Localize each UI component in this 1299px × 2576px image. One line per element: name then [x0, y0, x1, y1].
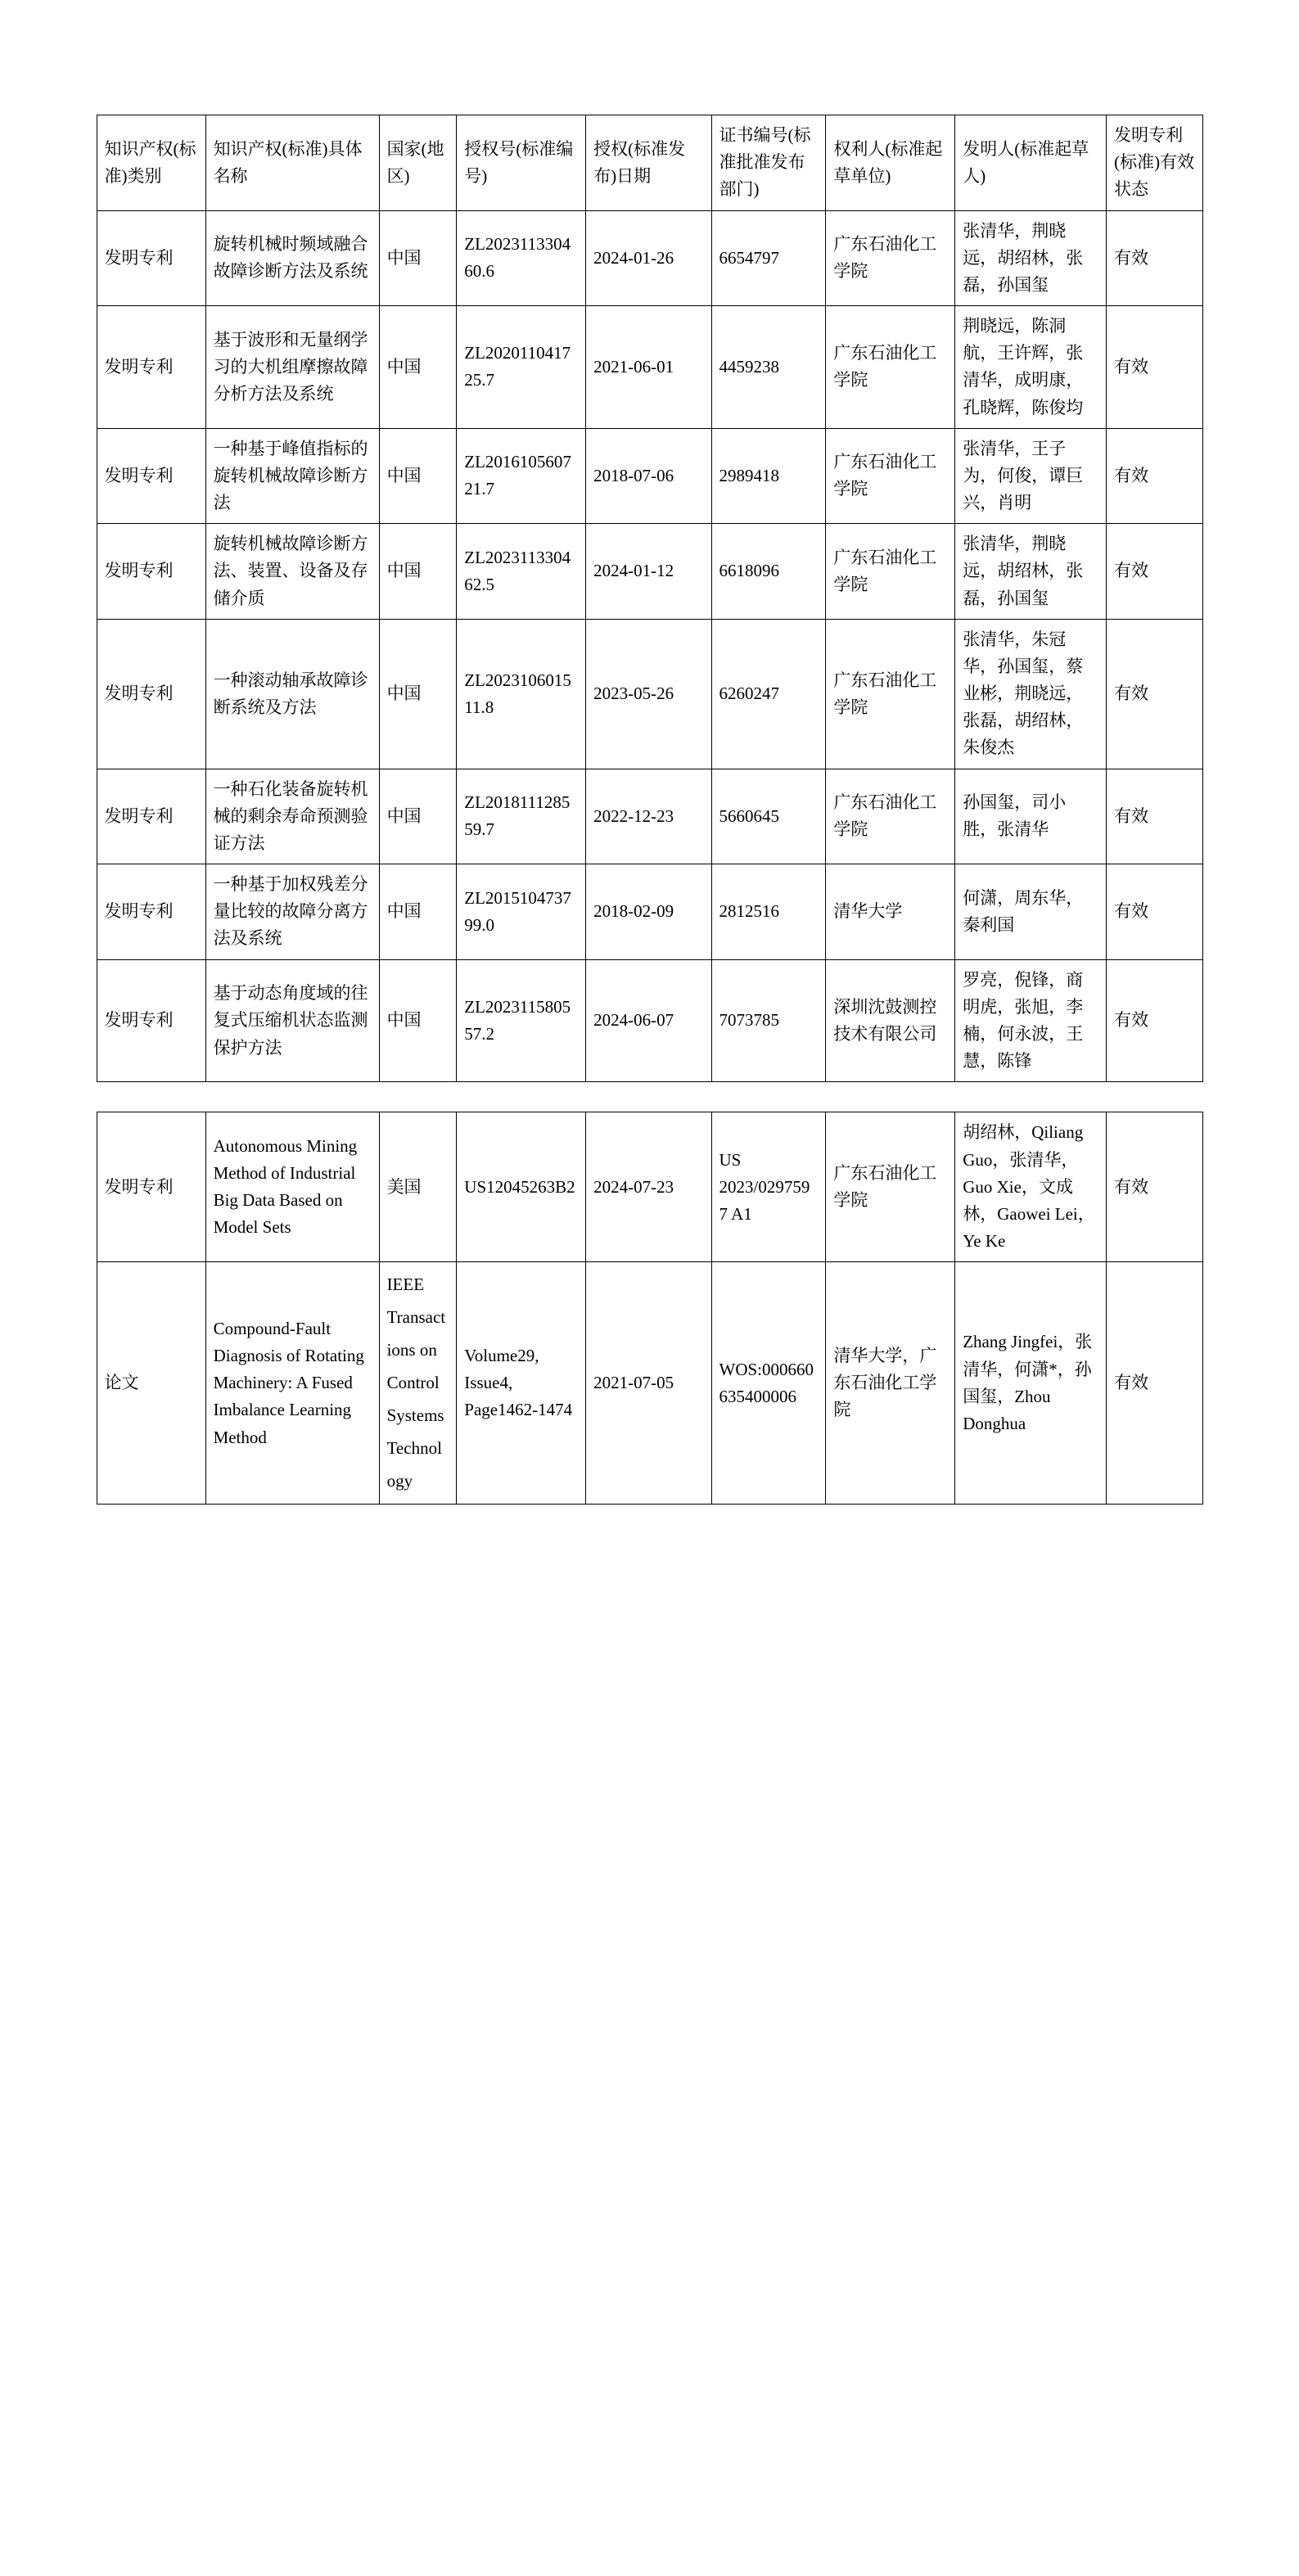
table-row: [97, 1112, 1202, 1262]
cell-category: 发明专利: [97, 1112, 205, 1262]
table-row: [97, 1262, 1202, 1505]
cell-inventors: 张清华，荆晓远，胡绍林，张磊，孙国玺: [955, 524, 1107, 620]
cell-name: 一种滚动轴承故障诊断系统及方法: [205, 619, 379, 769]
cell-number: US12045263B2: [457, 1112, 586, 1262]
cell-number: ZL202310601511.8: [457, 619, 586, 769]
table-header: [97, 115, 1202, 211]
cell-owner: 广东石油化工学院: [826, 210, 955, 306]
cell-status: 有效: [1107, 1262, 1202, 1505]
cell-certificate: 2812516: [711, 864, 826, 960]
cell-number: ZL201811128559.7: [457, 769, 586, 864]
cell-category: 发明专利: [97, 864, 205, 960]
cell-certificate: WOS:000660635400006: [711, 1262, 826, 1505]
cell-date: 2022-12-23: [586, 769, 711, 864]
column-header-inventors: 发明人(标准起草人): [955, 115, 1107, 211]
cell-owner: 广东石油化工学院: [826, 769, 955, 864]
cell-certificate: 2989418: [711, 428, 826, 524]
cell-certificate: US 2023/0297597 A1: [711, 1112, 826, 1262]
column-header-owner: 权利人(标准起草单位): [826, 115, 955, 211]
cell-number: Volume29, Issue4, Page1462-1474: [457, 1262, 586, 1505]
cell-status: 有效: [1107, 1112, 1202, 1262]
cell-status: 有效: [1107, 864, 1202, 960]
cell-inventors: 张清华，王子为，何俊，谭巨兴，肖明: [955, 428, 1107, 524]
table-row: [97, 306, 1202, 429]
ip-table-wrapper: [97, 115, 1203, 1082]
cell-name: Autonomous Mining Method of Industrial Big Data Based on Model Sets: [205, 1112, 379, 1262]
cell-status: 有效: [1107, 210, 1202, 306]
cell-number: ZL202311330460.6: [457, 210, 586, 306]
cell-inventors: Zhang Jingfei，张清华，何潇*，孙国玺，Zhou Donghua: [955, 1262, 1107, 1505]
table-row: [97, 619, 1202, 769]
cell-number: ZL202011041725.7: [457, 306, 586, 429]
column-header-date: 授权(标准发布)日期: [586, 115, 711, 211]
table-row: [97, 524, 1202, 620]
cell-owner: 广东石油化工学院: [826, 1112, 955, 1262]
cell-inventors: 罗亮，倪锋，商明虎，张旭，李楠，何永波，王慧，陈锋: [955, 959, 1107, 1082]
cell-category: 发明专利: [97, 959, 205, 1082]
cell-category: 论文: [97, 1262, 205, 1505]
cell-name: 旋转机械故障诊断方法、装置、设备及存储介质: [205, 524, 379, 620]
cell-country: IEEE Transactions on Control Systems Technology: [379, 1262, 457, 1505]
table-row: [97, 864, 1202, 960]
cell-status: 有效: [1107, 769, 1202, 864]
cell-country: 中国: [379, 959, 457, 1082]
cell-category: 发明专利: [97, 210, 205, 306]
cell-name: 一种石化装备旋转机械的剩余寿命预测验证方法: [205, 769, 379, 864]
cell-name: 一种基于峰值指标的旋转机械故障诊断方法: [205, 428, 379, 524]
column-header-status: 发明专利(标准)有效状态: [1107, 115, 1202, 211]
cell-inventors: 胡绍林，Qiliang Guo，张清华，Guo Xie，文成林，Gaowei Lei，Ye Ke: [955, 1112, 1107, 1262]
cell-certificate: 7073785: [711, 959, 826, 1082]
cell-certificate: 4459238: [711, 306, 826, 429]
cell-name: 旋转机械时频域融合故障诊断方法及系统: [205, 210, 379, 306]
cell-country: 中国: [379, 524, 457, 620]
cell-inventors: 荆晓远，陈洞航，王许辉，张清华，成明康，孔晓辉，陈俊均: [955, 306, 1107, 429]
cell-owner: 深圳沈鼓测控技术有限公司: [826, 959, 955, 1082]
table-row: [97, 769, 1202, 864]
cell-country: 中国: [379, 428, 457, 524]
cell-status: 有效: [1107, 306, 1202, 429]
cell-owner: 广东石油化工学院: [826, 306, 955, 429]
column-header-country: 国家(地区): [379, 115, 457, 211]
cell-owner: 广东石油化工学院: [826, 524, 955, 620]
cell-date: 2023-05-26: [586, 619, 711, 769]
cell-number: ZL202311580557.2: [457, 959, 586, 1082]
ip-table-wrapper-2: [97, 1112, 1203, 1505]
cell-owner: 广东石油化工学院: [826, 428, 955, 524]
intellectual-property-table-continued: [97, 1112, 1203, 1505]
table-row: [97, 210, 1202, 306]
cell-date: 2024-06-07: [586, 959, 711, 1082]
cell-country: 中国: [379, 864, 457, 960]
cell-category: 发明专利: [97, 619, 205, 769]
cell-country: 中国: [379, 769, 457, 864]
cell-certificate: 6618096: [711, 524, 826, 620]
cell-owner: 清华大学: [826, 864, 955, 960]
cell-category: 发明专利: [97, 769, 205, 864]
table-body-block-1: [97, 210, 1202, 1082]
cell-inventors: 张清华，朱冠华，孙国玺，蔡业彬，荆晓远，张磊，胡绍林，朱俊杰: [955, 619, 1107, 769]
cell-inventors: 孙国玺，司小胜，张清华: [955, 769, 1107, 864]
cell-status: 有效: [1107, 619, 1202, 769]
table-header-row: [97, 115, 1202, 211]
cell-certificate: 6260247: [711, 619, 826, 769]
cell-inventors: 何潇，周东华，秦利国: [955, 864, 1107, 960]
cell-status: 有效: [1107, 428, 1202, 524]
cell-name: 一种基于加权残差分量比较的故障分离方法及系统: [205, 864, 379, 960]
cell-certificate: 5660645: [711, 769, 826, 864]
cell-certificate: 6654797: [711, 210, 826, 306]
cell-category: 发明专利: [97, 306, 205, 429]
cell-date: 2024-01-26: [586, 210, 711, 306]
cell-number: ZL202311330462.5: [457, 524, 586, 620]
cell-category: 发明专利: [97, 428, 205, 524]
column-header-certificate: 证书编号(标准批准发布部门): [711, 115, 826, 211]
cell-date: 2024-01-12: [586, 524, 711, 620]
cell-category: 发明专利: [97, 524, 205, 620]
cell-status: 有效: [1107, 959, 1202, 1082]
cell-country: 中国: [379, 210, 457, 306]
cell-status: 有效: [1107, 524, 1202, 620]
cell-date: 2018-02-09: [586, 864, 711, 960]
cell-date: 2021-06-01: [586, 306, 711, 429]
cell-number: ZL201510473799.0: [457, 864, 586, 960]
cell-country: 中国: [379, 619, 457, 769]
cell-owner: 广东石油化工学院: [826, 619, 955, 769]
cell-owner: 清华大学，广东石油化工学院: [826, 1262, 955, 1505]
table-body-block-2: [97, 1112, 1202, 1505]
cell-name: Compound-Fault Diagnosis of Rotating Machinery: A Fused Imbalance Learning Method: [205, 1262, 379, 1505]
cell-date: 2018-07-06: [586, 428, 711, 524]
intellectual-property-table: [97, 115, 1203, 1082]
cell-country: 美国: [379, 1112, 457, 1262]
cell-date: 2021-07-05: [586, 1262, 711, 1505]
cell-inventors: 张清华，荆晓远，胡绍林，张磊，孙国玺: [955, 210, 1107, 306]
cell-number: ZL201610560721.7: [457, 428, 586, 524]
table-row: [97, 959, 1202, 1082]
cell-date: 2024-07-23: [586, 1112, 711, 1262]
cell-name: 基于动态角度域的往复式压缩机状态监测保护方法: [205, 959, 379, 1082]
table-row: [97, 428, 1202, 524]
column-header-name: 知识产权(标准)具体名称: [205, 115, 379, 211]
cell-country: 中国: [379, 306, 457, 429]
column-header-category: 知识产权(标准)类别: [97, 115, 205, 211]
column-header-number: 授权号(标准编号): [457, 115, 586, 211]
cell-name: 基于波形和无量纲学习的大机组摩擦故障分析方法及系统: [205, 306, 379, 429]
